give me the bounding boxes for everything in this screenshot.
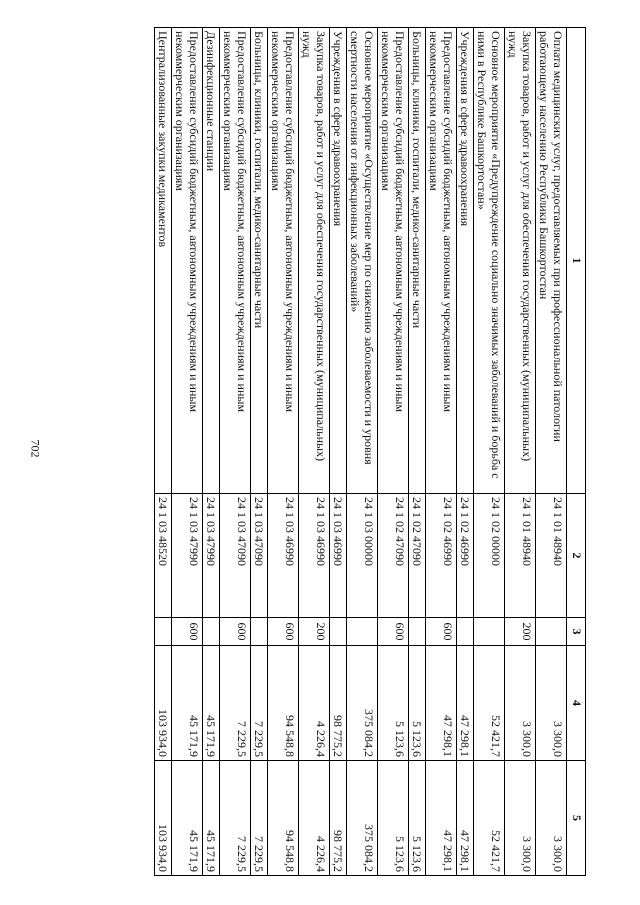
row-value-col5: 7 229,5 [220,761,251,876]
row-value-col4: 45 171,9 [172,646,203,761]
row-name: Больницы, клиники, госпитали, медико-санитарные части [409,28,426,494]
row-expense-type [155,618,172,646]
row-value-col5: 4 226,4 [299,761,330,876]
row-name: Предоставление субсидий бюджетным, автономным учреждениям и иным некоммерческим организациям [268,28,299,494]
row-value-col4: 47 298,1 [457,646,474,761]
row-value-col5: 103 934,0 [155,761,172,876]
row-value-col4: 98 775,2 [330,646,347,761]
table-row [474,28,505,876]
row-name: Больницы, клиники, госпитали, медико-санитарные части [251,28,268,494]
table-row [299,28,330,876]
row-value-col4: 94 548,8 [268,646,299,761]
row-value-col5: 45 171,9 [172,761,203,876]
table-row [220,28,251,876]
rotated-page [83,27,586,875]
header-col-3: 3 [567,618,586,646]
table-row [409,28,426,876]
row-value-col5: 98 775,2 [330,761,347,876]
row-value-col5: 7 229,5 [251,761,268,876]
row-code: 24 1 03 47090 [251,494,268,618]
row-expense-type [330,618,347,646]
row-value-col5: 5 123,6 [378,761,409,876]
row-expense-type [457,618,474,646]
table-row [268,28,299,876]
row-expense-type: 600 [268,618,299,646]
row-expense-type [409,618,426,646]
row-value-col4: 7 229,5 [251,646,268,761]
row-expense-type [536,618,567,646]
row-code: 24 1 03 46990 [330,494,347,618]
row-name: Основное мероприятие «Предупреждение социально значимых заболеваний и борьба с ними в Республике Башкортостан» [474,28,505,494]
budget-table [154,27,586,876]
row-value-col5: 47 298,1 [457,761,474,876]
table-row [330,28,347,876]
row-name: Закупка товаров, работ и услуг для обеспечения государственных (муниципальных) нужд [505,28,536,494]
row-value-col4: 47 298,1 [426,646,457,761]
row-code: 24 1 03 47990 [172,494,203,618]
row-name: Оплата медицинских услуг, предоставляемых при профессиональной патологии работающему населению Республики Башкортостан [536,28,567,494]
header-col-5: 5 [567,761,586,876]
row-value-col4: 52 421,7 [474,646,505,761]
row-code: 24 1 03 48520 [155,494,172,618]
row-expense-type [251,618,268,646]
header-row [567,28,586,876]
row-name: Централизованные закупки медикаментов [155,28,172,494]
row-expense-type: 200 [299,618,330,646]
table-row [426,28,457,876]
row-value-col5: 3 300,0 [536,761,567,876]
row-code: 24 1 03 47990 [203,494,220,618]
row-name: Закупка товаров, работ и услуг для обеспечения государственных (муниципальных) нужд [299,28,330,494]
row-code: 24 1 03 46990 [299,494,330,618]
table-row [347,28,378,876]
row-value-col5: 94 548,8 [268,761,299,876]
header-col-1: 1 [567,28,586,494]
row-value-col4: 4 226,4 [299,646,330,761]
row-code: 24 1 03 47090 [220,494,251,618]
row-value-col5: 52 421,7 [474,761,505,876]
row-code: 24 1 01 48940 [505,494,536,618]
table-row [457,28,474,876]
row-value-col4: 3 300,0 [505,646,536,761]
table-row [505,28,536,876]
table-row [155,28,172,876]
header-col-4: 4 [567,646,586,761]
row-code: 24 1 03 00000 [347,494,378,618]
table-row [172,28,203,876]
row-expense-type: 600 [378,618,409,646]
row-value-col5: 375 084,2 [347,761,378,876]
row-value-col5: 3 300,0 [505,761,536,876]
row-expense-type: 600 [426,618,457,646]
table-row [251,28,268,876]
row-expense-type: 600 [172,618,203,646]
row-name: Учреждения в сфере здравоохранения [330,28,347,494]
row-value-col4: 5 123,6 [409,646,426,761]
row-code: 24 1 02 46990 [457,494,474,618]
table-row [378,28,409,876]
row-value-col4: 3 300,0 [536,646,567,761]
table-row [203,28,220,876]
row-name: Предоставление субсидий бюджетным, автономным учреждениям и иным некоммерческим организациям [426,28,457,494]
row-name: Предоставление субсидий бюджетным, автономным учреждениям и иным некоммерческим организациям [378,28,409,494]
row-expense-type [474,618,505,646]
row-value-col4: 7 229,5 [220,646,251,761]
row-name: Основное мероприятие «Осуществление мер по снижению заболеваемости и уровня смертности населения от инфекционных заболеваний» [347,28,378,494]
row-code: 24 1 02 47090 [409,494,426,618]
page-number: 702 [28,439,43,458]
row-code: 24 1 01 48940 [536,494,567,618]
row-value-col5: 47 298,1 [426,761,457,876]
row-name: Учреждения в сфере здравоохранения [457,28,474,494]
row-code: 24 1 03 46990 [268,494,299,618]
row-value-col5: 45 171,9 [203,761,220,876]
row-value-col4: 375 084,2 [347,646,378,761]
row-code: 24 1 02 00000 [474,494,505,618]
row-name: Дезинфекционные станции [203,28,220,494]
header-col-2: 2 [567,494,586,618]
row-code: 24 1 02 47090 [378,494,409,618]
row-name: Предоставление субсидий бюджетным, автономным учреждениям и иным некоммерческим организациям [220,28,251,494]
row-expense-type [347,618,378,646]
row-value-col5: 5 123,6 [409,761,426,876]
row-code: 24 1 02 46990 [426,494,457,618]
row-expense-type: 600 [220,618,251,646]
row-expense-type: 200 [505,618,536,646]
row-expense-type [203,618,220,646]
row-value-col4: 103 934,0 [155,646,172,761]
row-name: Предоставление субсидий бюджетным, автономным учреждениям и иным некоммерческим организациям [172,28,203,494]
row-value-col4: 5 123,6 [378,646,409,761]
table-row [536,28,567,876]
row-value-col4: 45 171,9 [203,646,220,761]
